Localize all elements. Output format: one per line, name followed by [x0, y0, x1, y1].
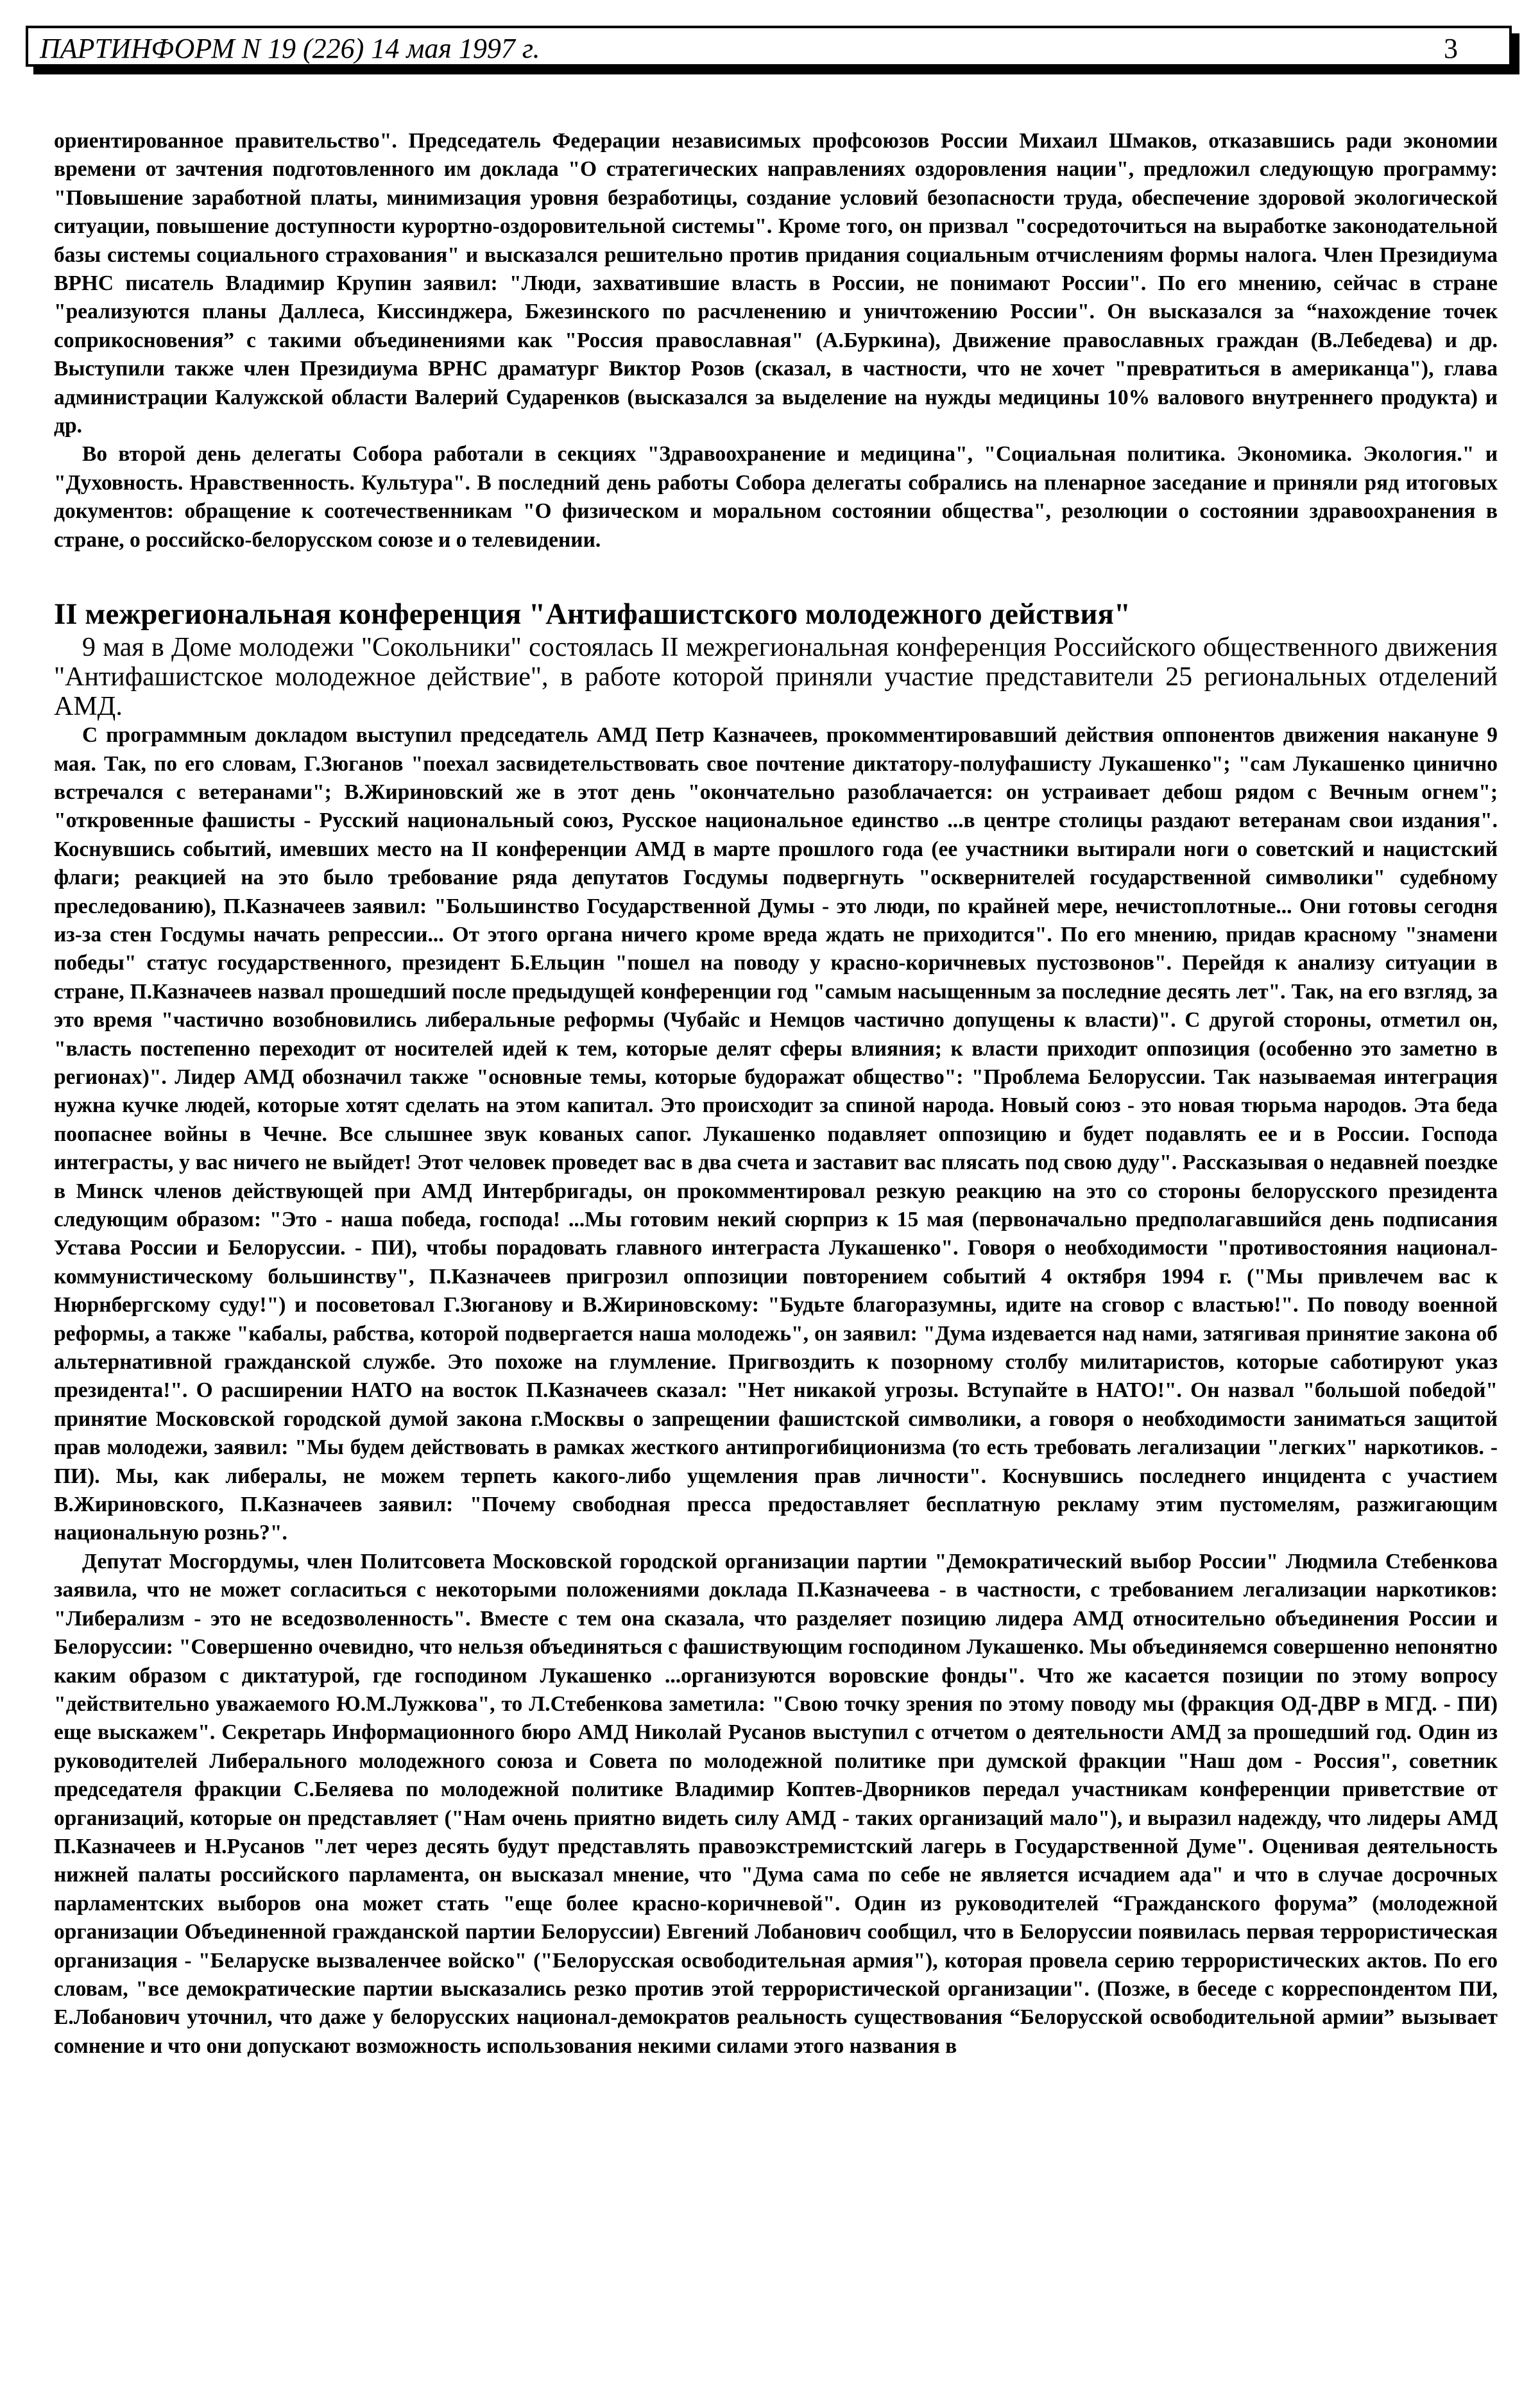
section-lede: 9 мая в Доме молодежи "Сокольники" состоялась II межрегиональная конференция Российского общественного движения "Антифашистское молодежное действие", в работе которой приняли участие представители 25 региональных отделений АМД. — [54, 633, 1498, 722]
paragraph: ориентированное правительство". Председатель Федерации независимых профсоюзов России Михаил Шмаков, отказавшись ради экономии времени от зачтения подготовленного им доклада "О стратегических направлениях оздоровления нации", предложил следующую программу: "Повышение заработной платы, минимизация уровня безработицы, создание условий безопасности труда, обеспечение здоровой экологической ситуации, повышение доступности курортно-оздоровительной системы". Кроме того, он призвал "сосредоточиться на выработке законодательной базы системы социального страхования" и высказался решительно против придания социальным отчислениям формы налога. Член Президиума ВРНС писатель Владимир Крупин заявил: "Люди, захватившие власть в России, не понимают России". По его мнению, сейчас в стране "реализуются планы Даллеса, Киссинджера, Бжезинского по расчленению и уничтожению России". Он высказался за “нахождение точек соприкосновения” с такими объединениями как "Россия православная" (А.Буркина), Движение православных граждан (В.Лебедева) и др. Выступили также член Президиума ВРНС драматург Виктор Розов (сказал, в частности, что не хочет "превратиться в американца"), глава администрации Калужской области Валерий Сударенков (высказался за выделение на нужды медицины 10% валового внутреннего продукта) и др. — [54, 129, 1498, 438]
paragraph: Во второй день делегаты Собора работали в секциях "Здравоохранение и медицина", "Социальная политика. Экономика. Экология." и "Духовность. Нравственность. Культура". В последний день работы Собора делегаты собрались на пленарное заседание и приняли ряд итоговых документов: обращение к соотечественникам "О физическом и моральном состоянии общества", резолюции о состоянии здравоохранения в стране, о российско-белорусском союзе и о телевидении. — [54, 442, 1498, 552]
page-header — [26, 26, 1512, 67]
section-heading: II межрегиональная конференция "Антифашистского молодежного действия" — [54, 597, 1131, 631]
page-number: 3 — [1444, 33, 1458, 64]
article-body — [54, 127, 1498, 2061]
paragraph: Депутат Мосгордумы, член Политсовета Московской городской организации партии "Демократический выбор России" Людмила Стебенкова заявила, что не может согласиться с некоторыми положениями доклада П.Казначеева - в частности, с требованием легализации наркотиков: "Либерализм - это не вседозволенность". Вместе с тем она сказала, что разделяет позицию лидера АМД относительно объединения России и Белоруссии: "Совершенно очевидно, что нельзя объединяться с фашиствующим господином Лукашенко. Мы объединяемся совершенно непонятно каким образом с диктатурой, где господином Лукашенко ...организуются воровские фонды". Что же касается позиции по этому вопросу "действительно уважаемого Ю.М.Лужкова", то Л.Стебенкова заметила: "Свою точку зрения по этому поводу мы (фракция ОД-ДВР в МГД. - ПИ) еще выскажем". Секретарь Информационного бюро АМД Николай Русанов выступил с отчетом о деятельности АМД за прошедший год. Один из руководителей Либерального молодежного союза и Совета по молодежной политике при думской фракции "Наш дом - Россия", советник председателя фракции С.Беляева по молодежной политике Владимир Коптев-Дворников передал участникам конференции приветствие от организаций, которые он представляет ("Нам очень приятно видеть силу АМД - таких организаций мало"), и выразил надежду, что лидеры АМД П.Казначеев и Н.Русанов "лет через десять будут представлять правоэкстремистский лагерь в Государственной Думе". Оценивая деятельность нижней палаты российского парламента, он высказал мнение, что "Дума сама по себе не является исчадием ада" и что в случае досрочных парламентских выборов она может стать "еще более красно-коричневой". Один из руководителей “Гражданского форума” (молодежной организации Объединенной гражданской партии Белоруссии) Евгений Лобанович сообщил, что в Белоруссии появилась первая террористическая организация - "Беларуске вызваленчее войско" ("Белорусская освободительная армия"), которая провела серию террористических актов. По его словам, "все демократические партии высказались резко против этой террористической организации". (Позже, в беседе с корреспондентом ПИ, Е.Лобанович уточнил, что даже у белорусских национал-демократов реальность существования “Белорусской освободительной армии” вызывает сомнение и что они допускают возможность использования некими силами этого названия в — [54, 1549, 1498, 2058]
header-title: ПАРТИНФОРМ N 19 (226) 14 мая 1997 г. — [40, 33, 540, 64]
paragraph: С программным докладом выступил председатель АМД Петр Казначеев, прокомментировавший действия оппонентов движения накануне 9 мая. Так, по его словам, Г.Зюганов "поехал засвидетельствовать свое почтение диктатору-полуфашисту Лукашенко"; "сам Лукашенко цинично встречался с ветеранами"; В.Жириновский же в этот день "окончательно разоблачается: он устраивает дебош рядом с Вечным огнем"; "откровенные фашисты - Русский национальный союз, Русское национальное единство ...в центре столицы раздают ветеранам свои издания". Коснувшись событий, имевших место на II конференции АМД в марте прошлого года (ее участники вытирали ноги о советский и нацистский флаги; реакцией на это было требование ряда депутатов Госдумы подвергнуть "осквернителей государственной символики" судебному преследованию), П.Казначеев заявил: "Большинство Государственной Думы - это люди, по крайней мере, нечистоплотные... Они готовы сегодня из-за стен Госдумы начать репрессии... От этого органа ничего кроме вреда ждать не приходится". По его мнению, придав красному "знамени победы" статус государственного, президент Б.Ельцин "пошел на поводу у красно-коричневых пустозвонов". Перейдя к анализу ситуации в стране, П.Казначеев назвал прошедший после предыдущей конференции год "самым насыщенным за последние десять лет". Так, на его взгляд, за это время "частично возобновились либеральные реформы (Чубайс и Немцов частично допущены к власти)". С другой стороны, отметил он, "власть постепенно переходит от носителей идей к тем, которые делят сферы влияния; к власти приходит оппозиция (особенно это заметно в регионах)". Лидер АМД обозначил также "основные темы, которые будоражат общество": "Проблема Белоруссии. Так называемая интеграция нужна кучке людей, которые хотят сделать на этом капитал. Это происходит за спиной народа. Новый союз - это новая тюрьма народов. Эта беда поопаснее войны в Чечне. Все слышнее звук кованых сапог. Лукашенко подавляет оппозицию и будет подавлять ее и в России. Господа интеграсты, у вас ничего не выйдет! Этот человек проведет вас в два счета и заставит вас плясать под свою дуду". Рассказывая о недавней поездке в Минск членов действующей при АМД Интербригады, он прокомментировал резкую реакцию на это со стороны белорусского президента следующим образом: "Это - наша победа, господа! ...Мы готовим некий сюрприз к 15 мая (первоначально предполагавшийся день подписания Устава России и Белоруссии. - ПИ), чтобы порадовать главного интеграста Лукашенко". Говоря о необходимости "противостояния национал-коммунистическому большинству", П.Казначеев пригрозил оппозиции повторением событий 4 октября 1994 г. ("Мы привлечем вас к Нюрнбергскому суду!") и посоветовал Г.Зюганову и В.Жириновскому: "Будьте благоразумны, идите на сговор с властью!". По поводу военной реформы, а также "кабалы, рабства, которой подвергается наша молодежь", он заявил: "Дума издевается над нами, затягивая принятие закона об альтернативной гражданской службе. Это похоже на глумление. Пригвоздить к позорному столбу милитаристов, которые саботируют указ президента!". О расширении НАТО на восток П.Казначеев сказал: "Нет никакой угрозы. Вступайте в НАТО!". Он назвал "большой победой" принятие Московской городской думой закона г.Москвы о запрещении фашистской символики, а говоря о необходимости заниматься защитой прав молодежи, заявил: "Мы будем действовать в рамках жесткого антипрогибиционизма (то есть требовать легализации "легких" наркотиков. - ПИ). Мы, как либералы, не можем терпеть какого-либо ущемления прав личности". Коснувшись последнего инцидента с участием В.Жириновского, П.Казначеев заявил: "Почему свободная пресса предоставляет бесплатную рекламу этим пустомелям, разжигающим национальную рознь?". — [54, 723, 1498, 1545]
